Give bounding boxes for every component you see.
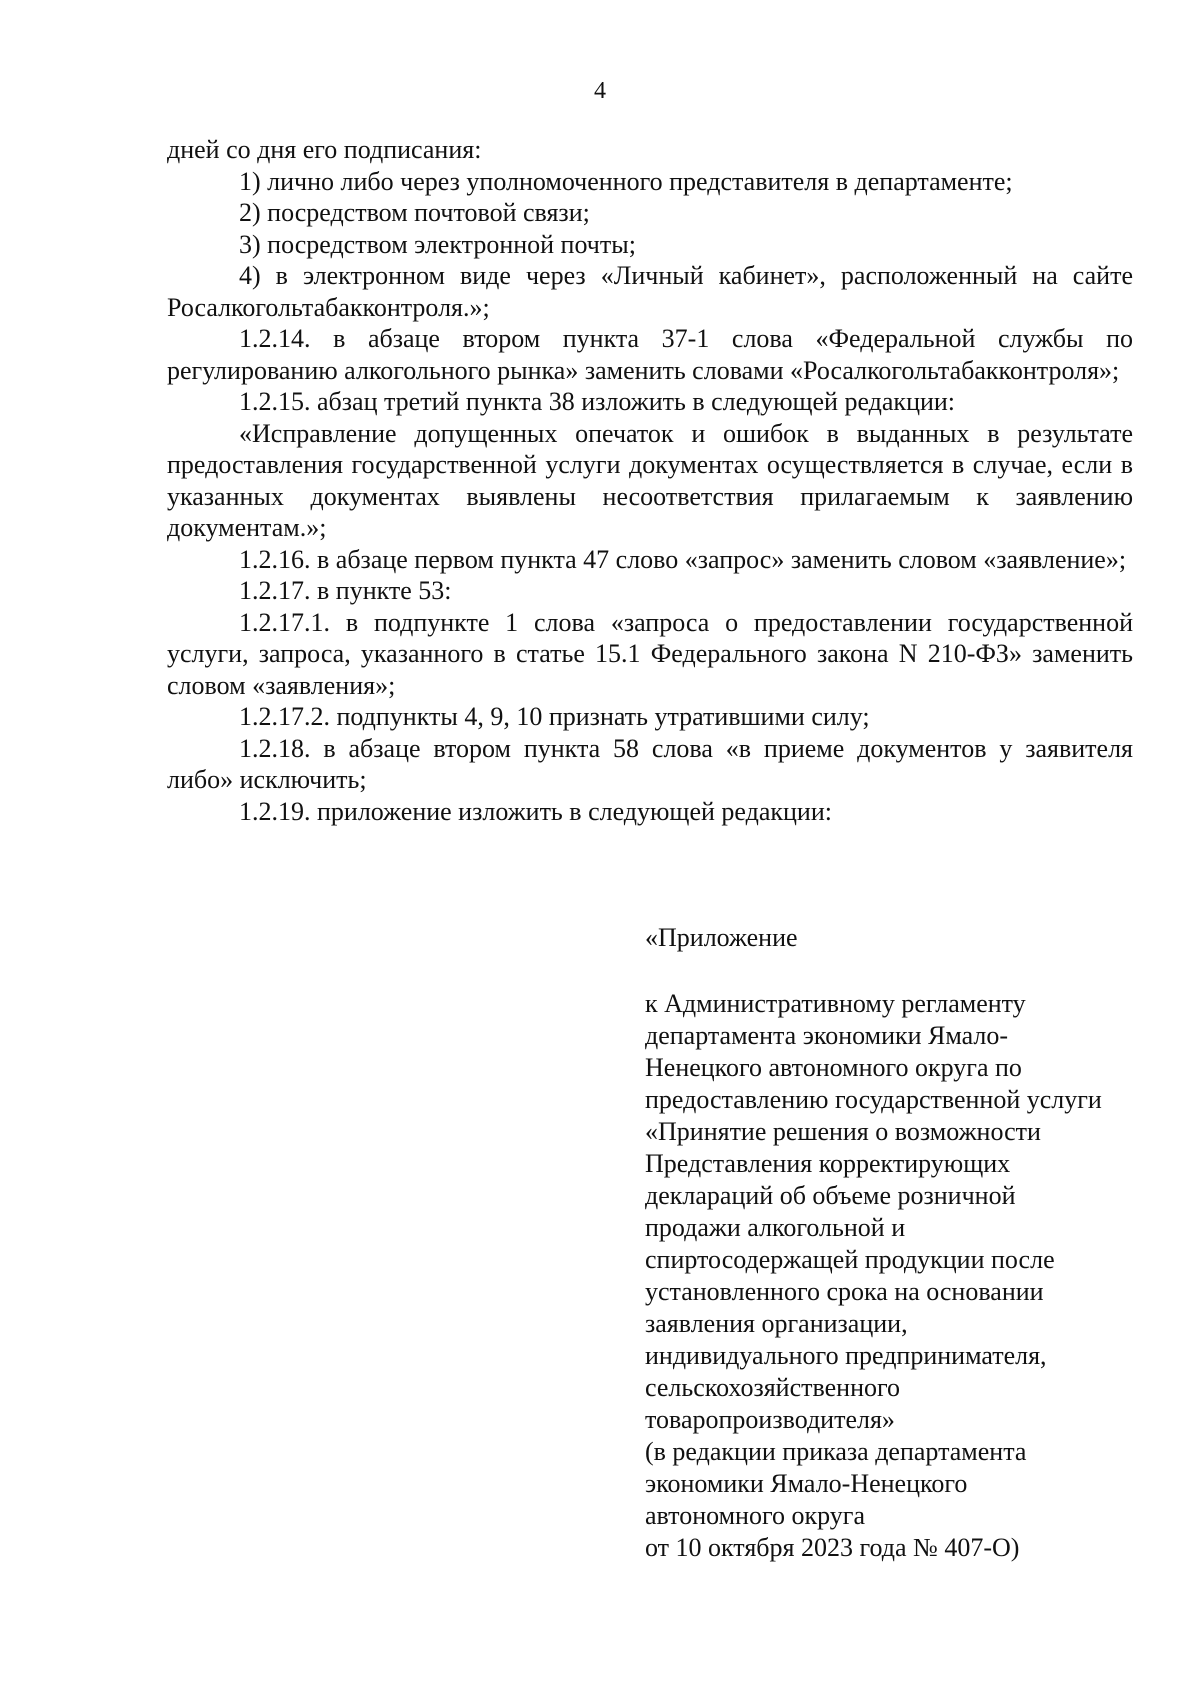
appendix-line: продажи алкогольной и <box>645 1213 906 1242</box>
clause-1-2-14: 1.2.14. в абзаце втором пункта 37-1 слова «Федеральной службы по регулированию алкогольного рынка» заменить словами «Росалкогольтабакконтроля»; <box>167 324 1133 385</box>
paragraph-continuation: дней со дня его подписания: <box>167 135 482 164</box>
appendix-line: индивидуального предпринимателя, <box>645 1341 1047 1370</box>
appendix-line: (в редакции приказа департамента <box>645 1437 1027 1466</box>
appendix-heading: «Приложение <box>645 923 798 952</box>
appendix-line: сельскохозяйственного <box>645 1373 900 1402</box>
appendix-line: спиртосодержащей продукции после <box>645 1245 1055 1274</box>
appendix-line: Ненецкого автономного округа по <box>645 1053 1022 1082</box>
appendix-line: предоставлению государственной услуги <box>645 1085 1102 1114</box>
appendix-line: установленного срока на основании <box>645 1277 1044 1306</box>
appendix-line: товаропроизводителя» <box>645 1405 895 1434</box>
clause-1-2-15: 1.2.15. абзац третий пункта 38 изложить в следующей редакции: <box>239 387 956 416</box>
list-item-2: 2) посредством почтовой связи; <box>239 198 590 227</box>
page-number: 4 <box>594 78 606 104</box>
appendix-line: экономики Ямало-Ненецкого <box>645 1469 968 1498</box>
appendix-line: автономного округа <box>645 1501 865 1530</box>
clause-1-2-19: 1.2.19. приложение изложить в следующей редакции: <box>239 796 832 826</box>
document-body <box>167 134 1133 827</box>
appendix-heading-block <box>645 922 1145 954</box>
appendix-line: к Административному регламенту <box>645 989 1026 1018</box>
list-item-4: 4) в электронном виде через «Личный кабинет», расположенный на сайте Росалкогольтабакконтроля.»; <box>167 261 1133 322</box>
clause-1-2-17-2: 1.2.17.2. подпункты 4, 9, 10 признать утратившими силу; <box>239 702 870 731</box>
appendix-caption <box>645 988 1145 1564</box>
appendix-line: Представления корректирующих <box>645 1149 1011 1178</box>
clause-1-2-17: 1.2.17. в пункте 53: <box>239 576 452 605</box>
appendix-line: «Принятие решения о возможности <box>645 1117 1041 1146</box>
clause-1-2-18: 1.2.18. в абзаце втором пункта 58 слова «в приеме документов у заявителя либо» исключить; <box>167 733 1133 794</box>
appendix-line: заявления организации, <box>645 1309 908 1338</box>
appendix-line: от 10 октября 2023 года № 407-О) <box>645 1533 1020 1562</box>
quoted-paragraph: «Исправление допущенных опечаток и ошибок в выданных в результате предоставления государственной услуги документах осуществляется в случае, если в указанных документах выявлены несоответствия прилагаемым к заявлению документам.»; <box>167 418 1133 542</box>
list-item-3: 3) посредством электронной почты; <box>239 229 636 259</box>
clause-1-2-16: 1.2.16. в абзаце первом пункта 47 слово «запрос» заменить словом «заявление»; <box>239 544 1127 574</box>
appendix-line: деклараций об объеме розничной <box>645 1181 1016 1210</box>
appendix-line: департамента экономики Ямало- <box>645 1021 1009 1050</box>
clause-1-2-17-1: 1.2.17.1. в подпункте 1 слова «запроса о предоставлении государственной услуги, запроса, указанного в статье 15.1 Федерального закона N 210-ФЗ» заменить словом «заявления»; <box>167 607 1133 700</box>
list-item-1: 1) лично либо через уполномоченного представителя в департаменте; <box>239 166 1013 196</box>
